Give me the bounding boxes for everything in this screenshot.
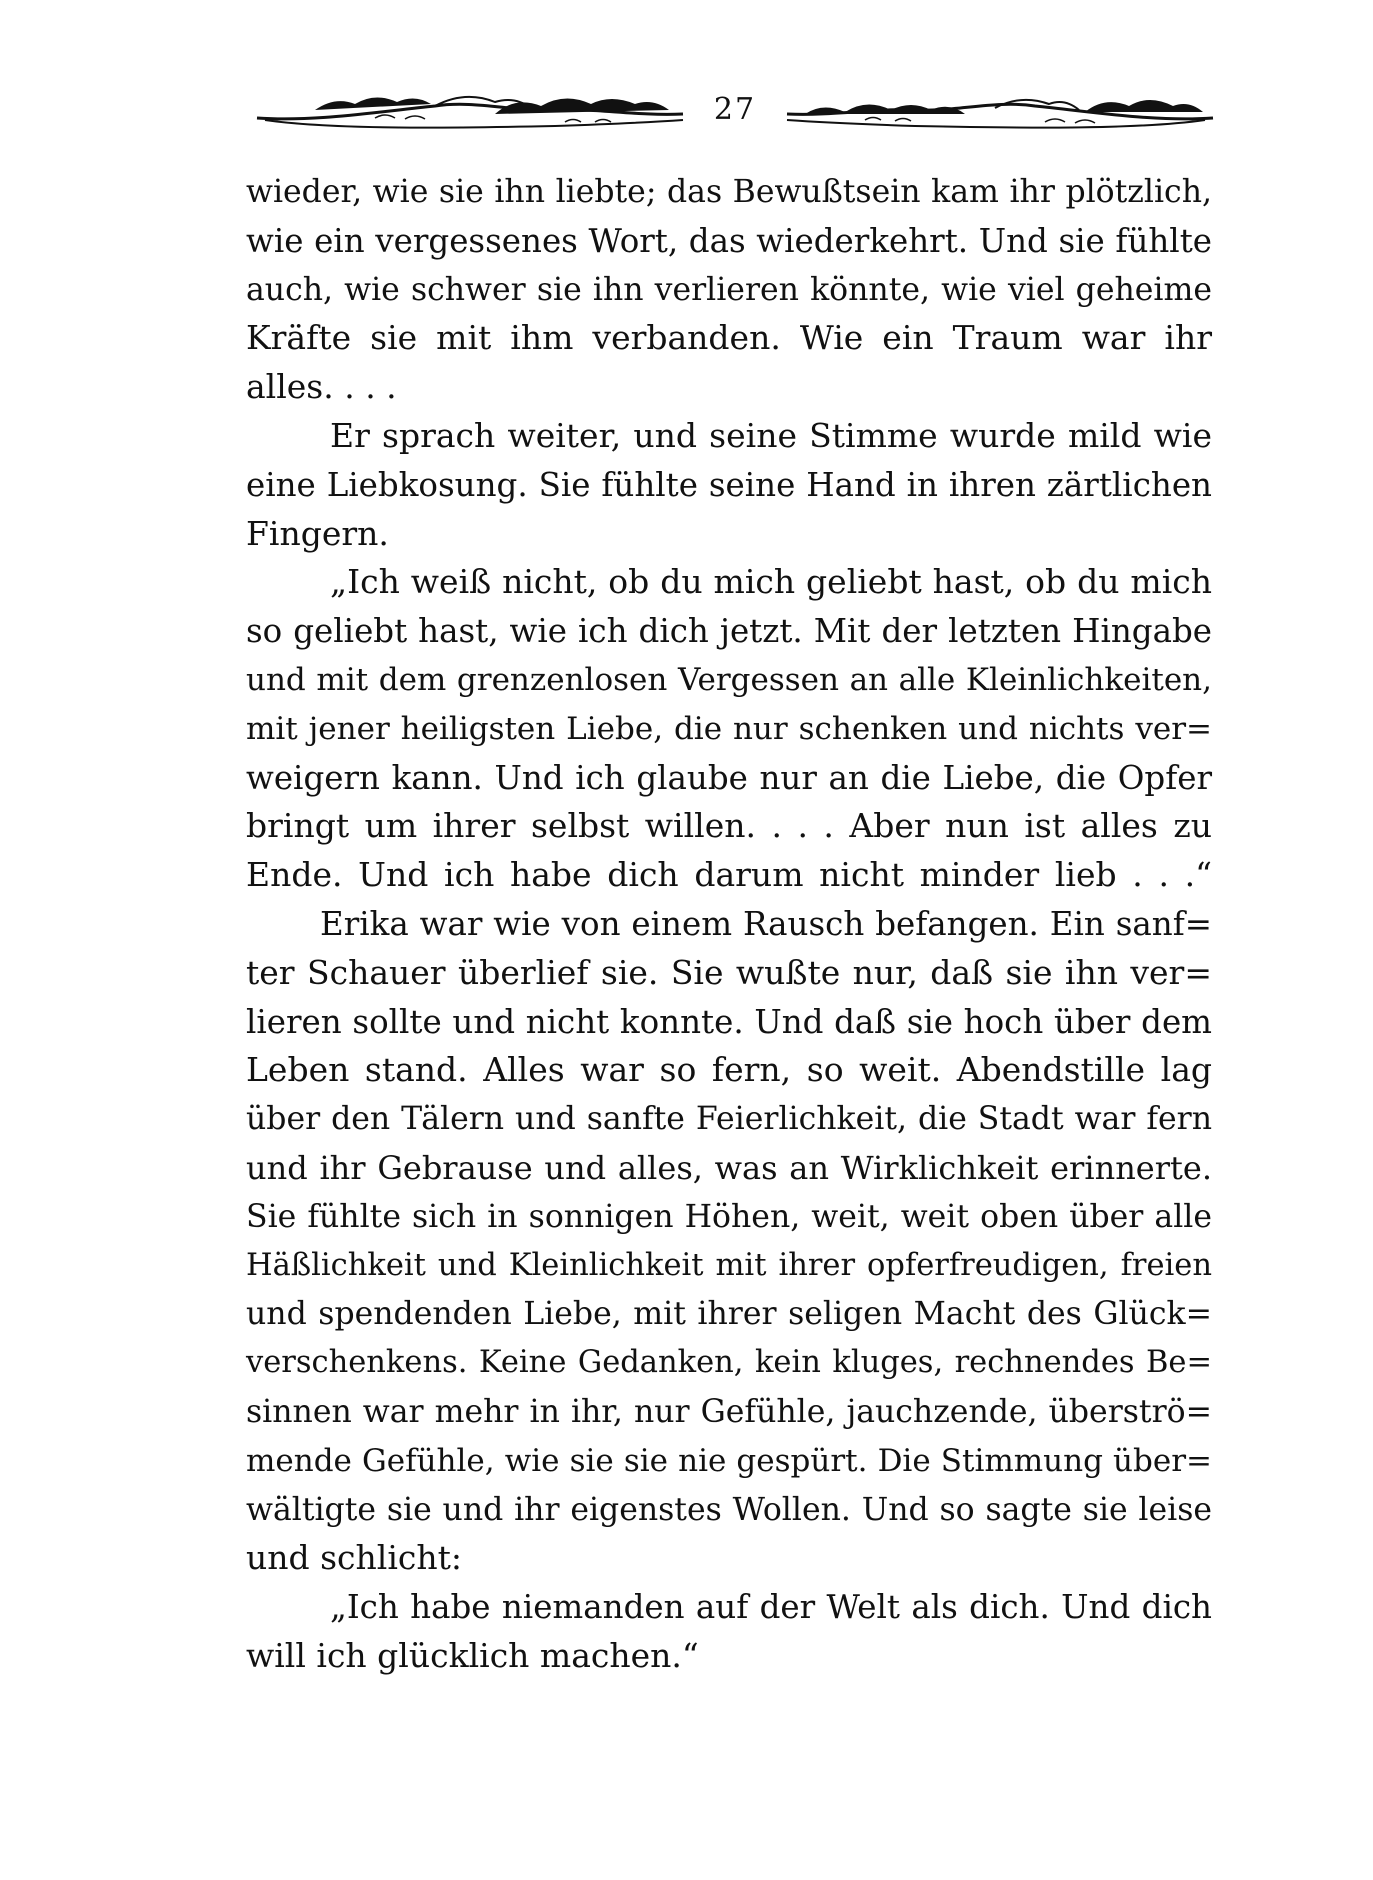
text-line: alles. . . . (246, 367, 397, 407)
text-line: „Ich habe niemanden auf der Welt als dich. Und dich (330, 1588, 1212, 1627)
text-line: Er sprach weiter, und seine Stimme wurde mild wie (330, 415, 1212, 455)
text-line: wieder, wie sie ihn liebte; das Bewußtsein kam ihr plötzlich, (246, 174, 1212, 210)
text-line: ter Schauer überlief sie. Sie wußte nur, daß sie ihn ver= (246, 952, 1212, 992)
text-body (246, 168, 1212, 1681)
text-line: und schlicht: (246, 1538, 463, 1578)
text-line: sinnen war mehr in ihr, nur Gefühle, jauchzende, überströ= (246, 1393, 1212, 1430)
text-line: über den Tälern und sanfte Feierlichkeit, die Stadt war fern (246, 1101, 1212, 1138)
text-line: Fingern. (246, 513, 389, 553)
text-line: und spendenden Liebe, mit ihrer seligen Macht des Glück= (246, 1296, 1212, 1333)
text-line: so geliebt hast, wie ich dich jetzt. Mit der letzten Hingabe (246, 612, 1212, 651)
text-line: verschenkens. Keine Gedanken, kein kluges, rechnendes Be= (246, 1345, 1212, 1381)
text-line: und mit dem grenzenlosen Vergessen an alle Kleinlichkeiten, (246, 661, 1212, 698)
text-line: bringt um ihrer selbst willen. . . . Aber nun ist alles zu (246, 806, 1212, 846)
text-line: Ende. Und ich habe dich darum nicht minder lieb . . .“ (246, 855, 1212, 895)
text-line: Leben stand. Alles war so fern, so weit. Abendstille lag (246, 1050, 1212, 1090)
text-line: Erika war wie von einem Rausch befangen. Ein sanf= (320, 904, 1212, 943)
text-line: „Ich weiß nicht, ob du mich geliebt hast, ob du mich (330, 562, 1212, 602)
text-line: eine Liebkosung. Sie fühlte seine Hand in ihren zärtlichen (246, 465, 1212, 504)
text-line: Häßlichkeit und Kleinlichkeit mit ihrer opferfreudigen, freien (246, 1247, 1212, 1283)
text-line: will ich glücklich machen.“ (246, 1635, 699, 1675)
text-line: mende Gefühle, wie sie sie nie gespürt. Die Stimmung über= (246, 1442, 1212, 1479)
ornament-right-icon (785, 88, 1215, 134)
text-line: lieren sollte und nicht konnte. Und daß sie hoch über dem (246, 1002, 1212, 1041)
text-line: mit jener heiligsten Liebe, die nur schenken und nichts ver= (246, 710, 1212, 747)
text-line: weigern kann. Und ich glaube nur an die Liebe, die Opfer (246, 758, 1212, 797)
text-line: und ihr Gebrause und alles, was an Wirklichkeit erinnerte. (246, 1148, 1212, 1187)
ornament-left-icon (255, 88, 685, 134)
text-line: Kräfte sie mit ihm verbanden. Wie ein Traum war ihr (246, 318, 1212, 358)
text-line: Sie fühlte sich in sonnigen Höhen, weit, weit oben über alle (246, 1198, 1212, 1235)
text-line: wie ein vergessenes Wort, das wiederkehrt. Und sie fühlte (246, 221, 1212, 260)
page-number: 27 (713, 92, 757, 127)
text-line: auch, wie schwer sie ihn verlieren könnte, wie viel geheime (246, 271, 1212, 308)
text-line: wältigte sie und ihr eigenstes Wollen. Und so sagte sie leise (246, 1491, 1212, 1528)
page-header (255, 80, 1215, 140)
